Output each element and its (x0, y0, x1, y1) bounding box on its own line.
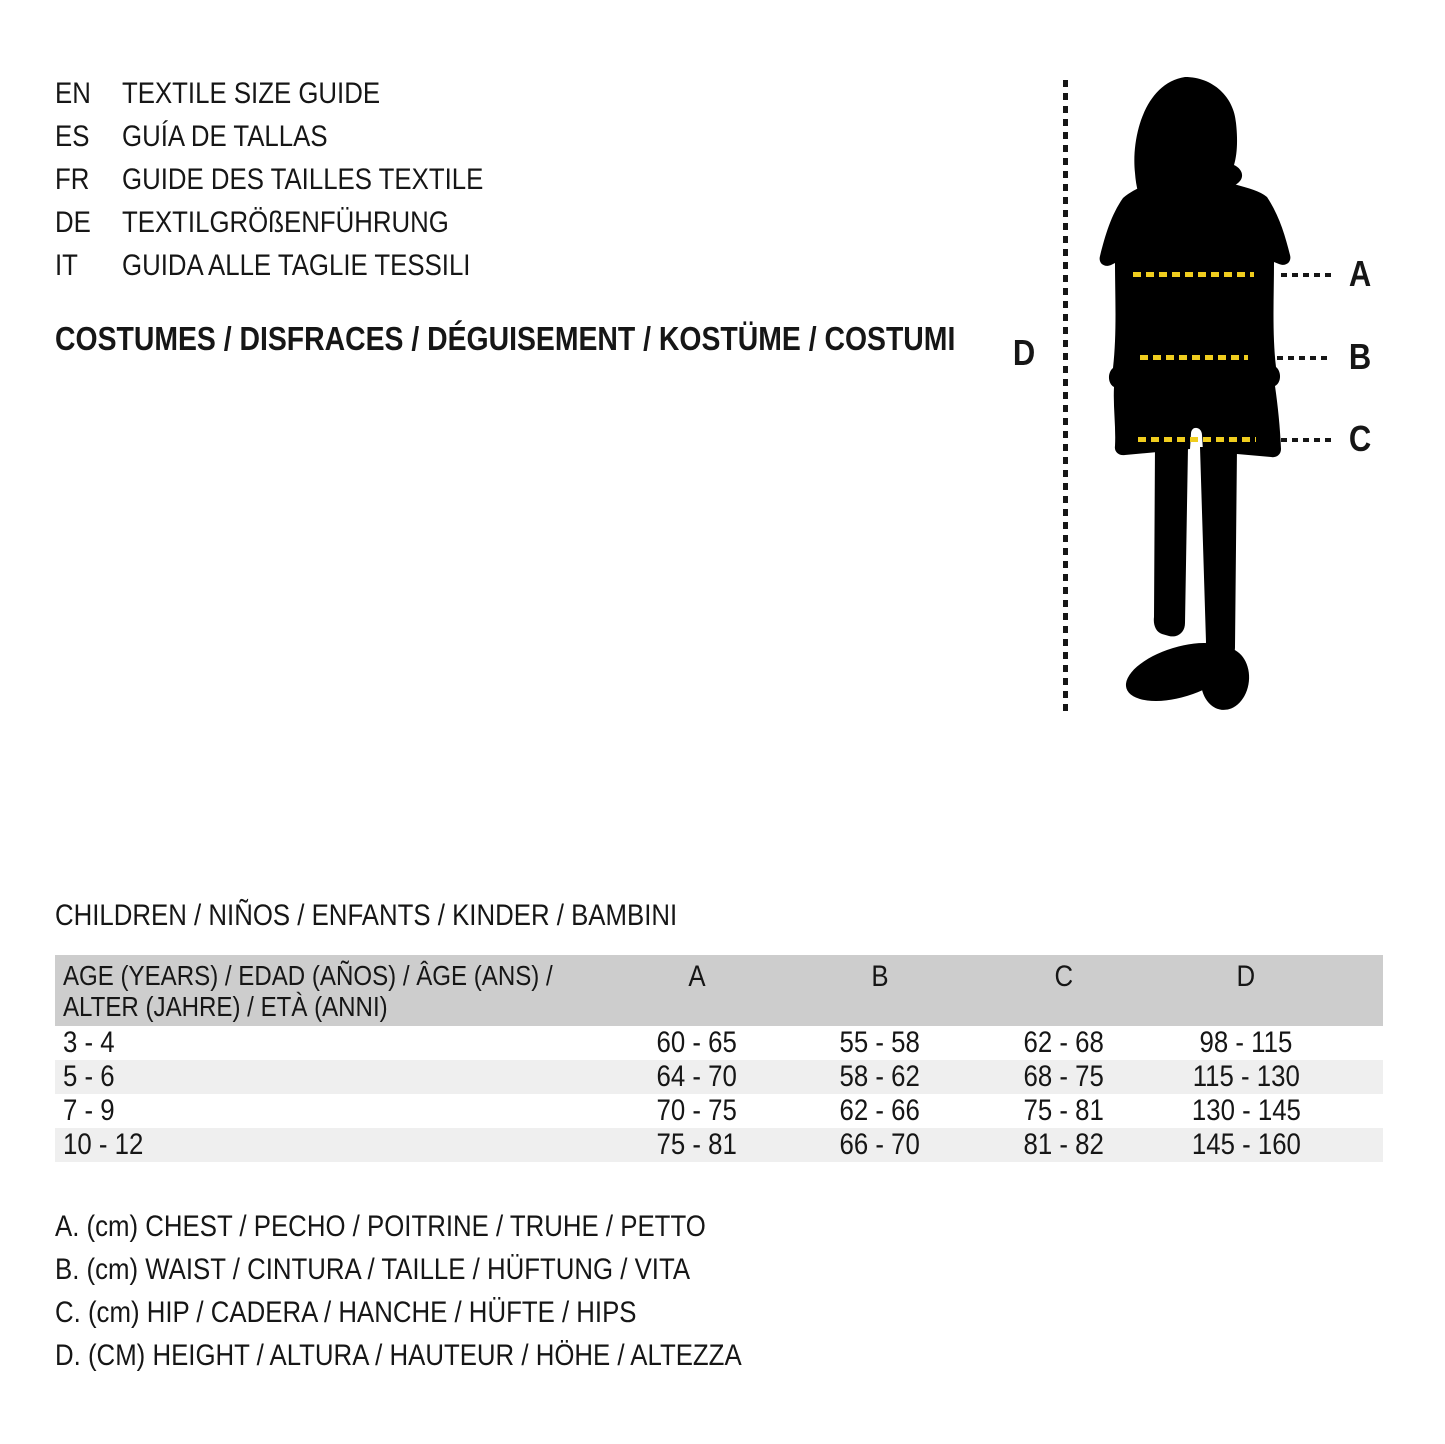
table-row (55, 1060, 1383, 1094)
waist-measure-line (1140, 355, 1248, 360)
age-value: 5 - 6 (63, 1060, 115, 1093)
guide-title-en: TEXTILE SIZE GUIDE (122, 76, 381, 110)
chest-marker-label: A (1348, 253, 1372, 294)
column-header-a: A (688, 960, 706, 993)
column-header-b: B (871, 960, 889, 993)
hip-connector-line (1281, 438, 1331, 442)
legend-hip: C. (cm) HIP / CADERA / HANCHE / HÜFTE / HIPS (55, 1296, 637, 1329)
hip-value: 62 - 68 (1023, 1026, 1105, 1059)
chest-measure-line (1133, 272, 1254, 277)
hip-value: 75 - 81 (1023, 1094, 1105, 1127)
height-value: 98 - 115 (1199, 1026, 1293, 1059)
chest-connector-line (1281, 273, 1331, 277)
measurement-legend (55, 1205, 853, 1377)
height-marker-label: D (1012, 332, 1036, 373)
chest-value: 75 - 81 (656, 1128, 738, 1161)
age-value: 3 - 4 (63, 1026, 115, 1059)
height-dotted-line (1063, 80, 1068, 713)
guide-title-de: TEXTILGRÖßENFÜHRUNG (122, 205, 449, 239)
chest-value: 70 - 75 (656, 1094, 738, 1127)
age-value: 10 - 12 (63, 1128, 144, 1161)
column-header-d: D (1236, 960, 1256, 993)
table-row (55, 1026, 1383, 1060)
hip-marker-label: C (1348, 418, 1372, 459)
language-code: FR (55, 162, 90, 196)
language-row-es (55, 115, 542, 158)
hip-value: 81 - 82 (1023, 1128, 1105, 1161)
legend-chest: A. (cm) CHEST / PECHO / POITRINE / TRUHE / PETTO (55, 1210, 706, 1243)
language-code: EN (55, 76, 91, 110)
table-row (55, 1094, 1383, 1128)
waist-marker-label: B (1348, 336, 1372, 377)
height-value: 130 - 145 (1191, 1094, 1301, 1127)
hip-measure-line (1138, 437, 1256, 442)
chest-value: 60 - 65 (656, 1026, 738, 1059)
language-code: ES (55, 119, 90, 153)
height-value: 115 - 130 (1192, 1060, 1300, 1093)
child-silhouette (1085, 75, 1305, 715)
legend-height: D. (CM) HEIGHT / ALTURA / HAUTEUR / HÖHE / ALTEZZA (55, 1339, 742, 1372)
language-code: DE (55, 205, 91, 239)
waist-value: 66 - 70 (839, 1128, 921, 1161)
language-title-list (55, 72, 542, 287)
section-title-children: CHILDREN / NIÑOS / ENFANTS / KINDER / BAMBINI (55, 899, 678, 932)
table-row (55, 1128, 1383, 1162)
language-code: IT (55, 248, 78, 282)
category-title: COSTUMES / DISFRACES / DÉGUISEMENT / KOSTÜME / COSTUMI (55, 320, 956, 357)
guide-title-es: GUÍA DE TALLAS (122, 119, 328, 153)
waist-value: 58 - 62 (839, 1060, 921, 1093)
chest-value: 64 - 70 (656, 1060, 738, 1093)
age-column-header: AGE (YEARS) / EDAD (AÑOS) / ÂGE (ANS) / ALTER (JAHRE) / ETÀ (ANNI) (63, 960, 553, 1022)
hip-value: 68 - 75 (1023, 1060, 1105, 1093)
language-row-it (55, 244, 542, 287)
language-row-en (55, 72, 542, 115)
table-header-row (55, 955, 1383, 1026)
legend-waist: B. (cm) WAIST / CINTURA / TAILLE / HÜFTUNG / VITA (55, 1253, 691, 1286)
language-row-de (55, 201, 542, 244)
waist-value: 55 - 58 (839, 1026, 921, 1059)
waist-value: 62 - 66 (839, 1094, 921, 1127)
waist-connector-line (1277, 356, 1331, 360)
height-value: 145 - 160 (1191, 1128, 1301, 1161)
guide-title-fr: GUIDE DES TAILLES TEXTILE (122, 162, 484, 196)
age-value: 7 - 9 (63, 1094, 115, 1127)
column-header-c: C (1054, 960, 1074, 993)
language-row-fr (55, 158, 542, 201)
size-table (55, 955, 1383, 1162)
guide-title-it: GUIDA ALLE TAGLIE TESSILI (122, 248, 471, 282)
